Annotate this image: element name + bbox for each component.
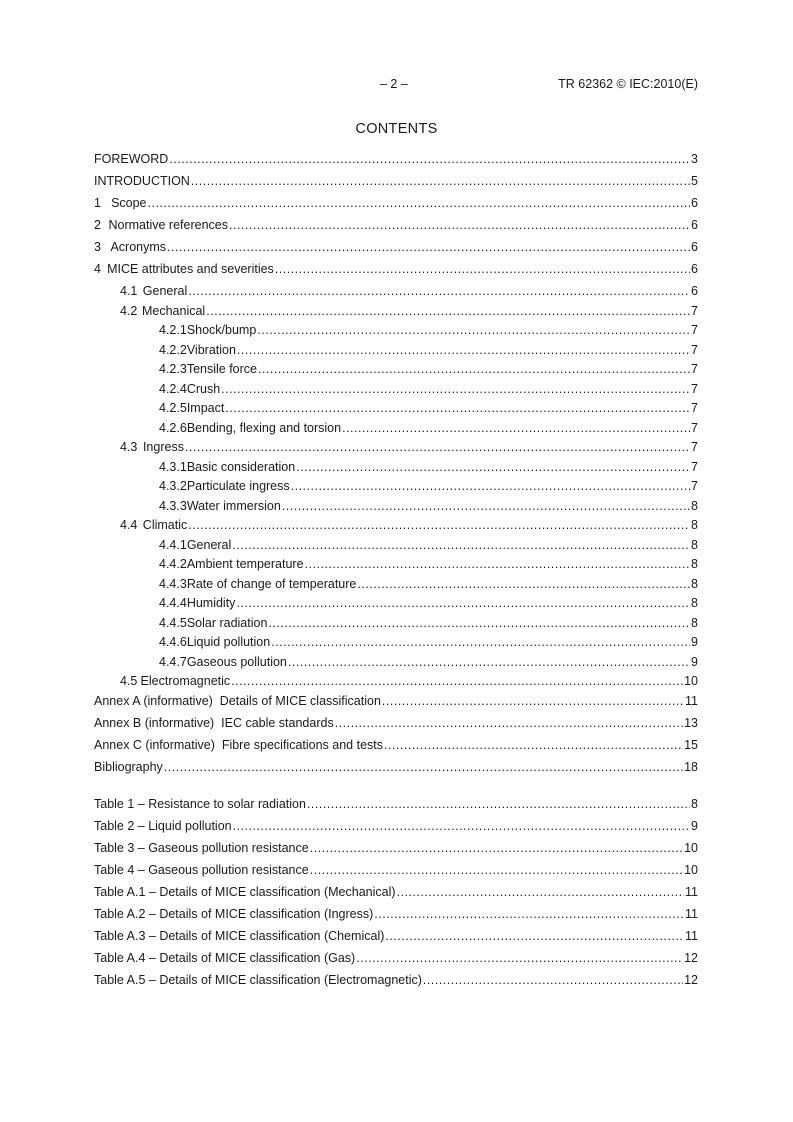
table-entry-label: Table A.4 – Details of MICE classification (Gas) bbox=[94, 951, 356, 965]
toc-entry-page: 15 bbox=[684, 738, 698, 752]
dot-leader bbox=[258, 362, 690, 376]
dot-leader bbox=[282, 499, 690, 513]
toc-entry-label: Crush bbox=[186, 381, 221, 396]
toc-entry-label: General bbox=[142, 284, 188, 298]
toc-entry-number: 4.2.1 bbox=[159, 323, 187, 337]
dot-leader bbox=[268, 616, 690, 630]
toc-entry-number: 4.2.5 bbox=[159, 401, 187, 415]
toc-entry[interactable] bbox=[94, 440, 698, 460]
toc-entry-page: 6 bbox=[691, 262, 698, 276]
table-entry-label: Table A.1 – Details of MICE classification (Mechanical) bbox=[94, 885, 396, 899]
toc-entry-label: Annex A (informative) Details of MICE classification bbox=[94, 694, 381, 708]
table-entry-page: 10 bbox=[684, 841, 698, 855]
dot-leader bbox=[225, 401, 690, 415]
toc-entry[interactable] bbox=[94, 304, 698, 323]
toc-list bbox=[94, 152, 698, 782]
toc-entry-label: Particulate ingress bbox=[186, 479, 290, 493]
toc-entry-page: 6 bbox=[691, 240, 698, 254]
table-entry-page: 11 bbox=[685, 907, 698, 921]
dot-leader bbox=[236, 596, 690, 610]
toc-entry-label: Bending, flexing and torsion bbox=[186, 420, 342, 435]
toc-entry-number: 4.4 bbox=[120, 518, 138, 532]
table-entry-label: Table 4 – Gaseous pollution resistance bbox=[94, 863, 309, 877]
table-entry-page: 8 bbox=[691, 797, 698, 811]
toc-entry-page: 7 bbox=[691, 459, 698, 474]
table-entry-page: 12 bbox=[684, 973, 698, 987]
toc-entry-label: Annex C (informative) Fibre specifications and tests bbox=[94, 738, 384, 752]
toc-entry-page: 7 bbox=[691, 420, 698, 435]
toc-entry-number: 4.1 bbox=[120, 284, 138, 298]
table-entry-label: Table A.2 – Details of MICE classification (Ingress) bbox=[94, 907, 374, 921]
toc-entry-number: 4.2 bbox=[120, 304, 138, 318]
toc-entry[interactable] bbox=[94, 694, 698, 716]
toc-entry-page: 6 bbox=[691, 218, 698, 232]
dot-leader bbox=[275, 262, 690, 276]
toc-entry-label: Climatic bbox=[142, 518, 188, 532]
table-entry-label: Table 2 – Liquid pollution bbox=[94, 819, 232, 833]
table-entry-page: 11 bbox=[685, 885, 698, 899]
dot-leader bbox=[384, 738, 683, 752]
toc-entry-page: 6 bbox=[691, 196, 698, 210]
toc-entry[interactable] bbox=[94, 655, 698, 675]
toc-entry[interactable] bbox=[94, 557, 698, 577]
toc-entry-number: 4.2.6 bbox=[159, 420, 187, 435]
dot-leader bbox=[288, 655, 690, 669]
table-entry[interactable] bbox=[94, 797, 698, 819]
toc-entry-number: 4.4.3 bbox=[159, 576, 187, 591]
toc-entry-number: 4.2.3 bbox=[159, 362, 187, 376]
toc-entry-page: 8 bbox=[691, 596, 698, 610]
toc-entry-label: MICE attributes and severities bbox=[107, 262, 274, 276]
dot-leader bbox=[206, 304, 690, 318]
toc-entry[interactable] bbox=[94, 760, 698, 782]
toc-entry[interactable] bbox=[94, 738, 698, 760]
toc-entry-label: INTRODUCTION bbox=[94, 174, 190, 188]
toc-entry-label: Vibration bbox=[186, 342, 236, 357]
toc-entry-label: Electromagnetic bbox=[140, 674, 231, 688]
toc-entry-page: 8 bbox=[691, 518, 698, 532]
toc-entry-page: 6 bbox=[691, 284, 698, 298]
toc-entry-label: Solar radiation bbox=[186, 615, 268, 630]
toc-entry-page: 7 bbox=[691, 362, 698, 376]
toc-entry[interactable] bbox=[94, 323, 698, 343]
document-id: TR 62362 © IEC:2010(E) bbox=[558, 77, 698, 91]
toc-entry[interactable] bbox=[94, 538, 698, 558]
dot-leader bbox=[356, 951, 683, 965]
toc-entry-page: 9 bbox=[691, 635, 698, 649]
toc-entry-page: 7 bbox=[691, 304, 698, 318]
table-entry-label: Table A.5 – Details of MICE classification (Electromagnetic) bbox=[94, 973, 422, 987]
toc-entry-label: Normative references bbox=[108, 218, 228, 232]
toc-entry-number: 4.4.4 bbox=[159, 596, 187, 610]
toc-entry[interactable] bbox=[94, 240, 698, 262]
dot-leader bbox=[221, 382, 690, 396]
table-entry-label: Table A.3 – Details of MICE classification (Chemical) bbox=[94, 929, 385, 943]
toc-entry-page: 7 bbox=[691, 401, 698, 415]
dot-leader bbox=[335, 716, 683, 730]
table-entry-page: 10 bbox=[684, 863, 698, 877]
toc-entry-number: 4.3.1 bbox=[159, 459, 187, 474]
toc-entry-number: 4.2.2 bbox=[159, 342, 187, 357]
toc-entry-label: FOREWORD bbox=[94, 152, 169, 166]
toc-entry[interactable] bbox=[94, 577, 698, 597]
toc-entry[interactable] bbox=[94, 262, 698, 284]
dot-leader bbox=[148, 196, 691, 210]
toc-entry-label: Bibliography bbox=[94, 760, 163, 774]
toc-entry-label: Humidity bbox=[186, 596, 236, 610]
dot-leader bbox=[397, 885, 685, 899]
toc-entry-page: 8 bbox=[691, 576, 698, 591]
dot-leader bbox=[307, 797, 690, 811]
toc-entry-label: Acronyms bbox=[110, 240, 167, 254]
table-entry[interactable] bbox=[94, 973, 698, 995]
toc-entry-page: 3 bbox=[691, 152, 698, 166]
dot-leader bbox=[423, 973, 683, 987]
dot-leader bbox=[296, 460, 690, 474]
table-entry[interactable] bbox=[94, 907, 698, 929]
toc-entry[interactable] bbox=[94, 152, 698, 174]
toc-entry-number: 4 bbox=[94, 262, 101, 276]
toc-entry-number: 4.4.5 bbox=[159, 615, 187, 630]
toc-entry-label: Annex B (informative) IEC cable standards bbox=[94, 716, 334, 730]
toc-entry-page: 13 bbox=[684, 716, 698, 730]
toc-entry[interactable] bbox=[94, 218, 698, 240]
table-entry[interactable] bbox=[94, 841, 698, 863]
toc-entry-number: 4.4.2 bbox=[159, 557, 187, 571]
dot-leader bbox=[188, 284, 690, 298]
table-entry[interactable] bbox=[94, 819, 698, 841]
toc-entry[interactable] bbox=[94, 343, 698, 363]
toc-entry[interactable] bbox=[94, 596, 698, 616]
toc-entry-page: 9 bbox=[691, 654, 698, 669]
dot-leader bbox=[169, 152, 690, 166]
dot-leader bbox=[188, 518, 690, 532]
toc-entry-page: 7 bbox=[691, 323, 698, 337]
dot-leader bbox=[231, 674, 683, 688]
toc-entry-label: Ambient temperature bbox=[186, 557, 304, 571]
dot-leader bbox=[382, 694, 684, 708]
toc-entry-number: 4.2.4 bbox=[159, 381, 187, 396]
table-entry[interactable] bbox=[94, 929, 698, 951]
toc-entry-number: 4.4.7 bbox=[159, 654, 187, 669]
toc-entry-page: 7 bbox=[691, 479, 698, 493]
dot-leader bbox=[233, 819, 690, 833]
toc-entry-number: 4.4.1 bbox=[159, 537, 187, 552]
toc-entry-page: 11 bbox=[685, 694, 698, 708]
toc-entry-label: Basic consideration bbox=[186, 459, 296, 474]
toc-entry[interactable] bbox=[94, 284, 698, 304]
toc-entry-label: Rate of change of temperature bbox=[186, 576, 357, 591]
table-entry-page: 9 bbox=[691, 819, 698, 833]
toc-entry-number: 4.5 bbox=[120, 674, 138, 688]
toc-entry[interactable] bbox=[94, 499, 698, 519]
toc-entry-page: 7 bbox=[691, 342, 698, 357]
toc-entry-label: Tensile force bbox=[186, 362, 257, 376]
toc-entry-label: Gaseous pollution bbox=[186, 654, 287, 669]
dot-leader bbox=[229, 218, 690, 232]
page-title: CONTENTS bbox=[355, 121, 438, 137]
toc-entry-page: 8 bbox=[691, 557, 698, 571]
toc-entry-label: Water immersion bbox=[186, 498, 281, 513]
table-entry-label: Table 1 – Resistance to solar radiation bbox=[94, 797, 306, 811]
toc-entry-number: 2 bbox=[94, 218, 101, 232]
toc-entry[interactable] bbox=[94, 460, 698, 480]
toc-entry-page: 18 bbox=[684, 760, 698, 774]
dot-leader bbox=[310, 863, 683, 877]
dot-leader bbox=[185, 440, 690, 454]
dot-leader bbox=[237, 343, 690, 357]
toc-entry[interactable] bbox=[94, 196, 698, 218]
toc-entry[interactable] bbox=[94, 382, 698, 402]
dot-leader bbox=[232, 538, 690, 552]
toc-entry-number: 4.4.6 bbox=[159, 635, 187, 649]
toc-entry[interactable] bbox=[94, 616, 698, 636]
dot-leader bbox=[291, 479, 690, 493]
dot-leader bbox=[257, 323, 690, 337]
dot-leader bbox=[271, 635, 690, 649]
page-number: – 2 – bbox=[380, 77, 408, 91]
toc-entry-label: Mechanical bbox=[141, 304, 206, 318]
table-entry-page: 11 bbox=[685, 929, 698, 943]
dot-leader bbox=[357, 577, 690, 591]
toc-entry-label: Ingress bbox=[142, 440, 184, 454]
toc-entry-label: Liquid pollution bbox=[186, 635, 271, 649]
toc-entry-label: Scope bbox=[111, 196, 147, 210]
dot-leader bbox=[167, 240, 690, 254]
table-entry-page: 12 bbox=[684, 951, 698, 965]
toc-entry[interactable] bbox=[94, 674, 698, 694]
toc-entry[interactable] bbox=[94, 479, 698, 499]
toc-entry-number: 3 bbox=[94, 240, 101, 254]
toc-entry[interactable] bbox=[94, 716, 698, 738]
dot-leader bbox=[191, 174, 690, 188]
toc-entry-number: 4.3.2 bbox=[159, 479, 187, 493]
dot-leader bbox=[305, 557, 691, 571]
toc-entry-number: 1 bbox=[94, 196, 101, 210]
toc-entry[interactable] bbox=[94, 421, 698, 441]
dot-leader bbox=[374, 907, 684, 921]
toc-entry-label: Shock/bump bbox=[186, 323, 257, 337]
dot-leader bbox=[164, 760, 683, 774]
table-entry[interactable] bbox=[94, 951, 698, 973]
toc-entry-number: 4.3.3 bbox=[159, 498, 187, 513]
dot-leader bbox=[342, 421, 690, 435]
toc-entry[interactable] bbox=[94, 635, 698, 655]
toc-entry-label: Impact bbox=[186, 401, 225, 415]
toc-entry-label: General bbox=[186, 537, 232, 552]
table-entry[interactable] bbox=[94, 863, 698, 885]
toc-entry[interactable] bbox=[94, 401, 698, 421]
toc-entry-page: 8 bbox=[691, 615, 698, 630]
toc-entry-page: 8 bbox=[691, 498, 698, 513]
toc-entry[interactable] bbox=[94, 518, 698, 538]
table-entry[interactable] bbox=[94, 885, 698, 907]
toc-entry-page: 8 bbox=[691, 537, 698, 552]
toc-entry-page: 7 bbox=[691, 381, 698, 396]
list-of-tables bbox=[94, 797, 698, 995]
table-entry-label: Table 3 – Gaseous pollution resistance bbox=[94, 841, 309, 855]
dot-leader bbox=[310, 841, 683, 855]
toc-entry[interactable] bbox=[94, 362, 698, 382]
toc-entry[interactable] bbox=[94, 174, 698, 196]
dot-leader bbox=[385, 929, 684, 943]
toc-entry-page: 7 bbox=[691, 440, 698, 454]
toc-entry-page: 10 bbox=[684, 674, 698, 688]
toc-entry-page: 5 bbox=[691, 174, 698, 188]
toc-entry-number: 4.3 bbox=[120, 440, 138, 454]
